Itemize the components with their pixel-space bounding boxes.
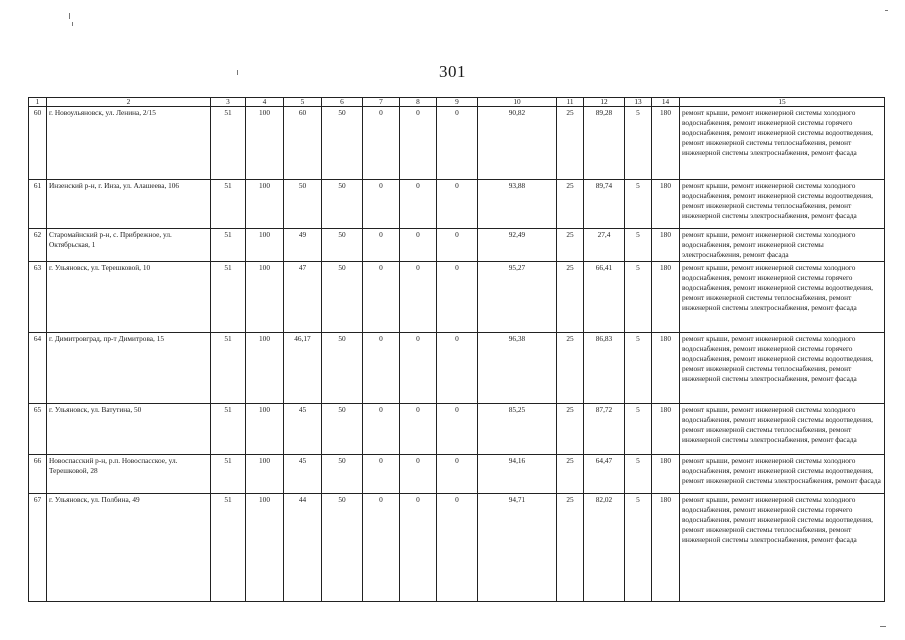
- works-cell: ремонт крыши, ремонт инженерной системы холодного водоснабжения, ремонт инженерной системы горячего водоснабжения, ремонт инженерной системы водоотведения, ремонт инженерной системы теплоснабжения, ремонт инженерной системы электроснабжения, ремонт фасада: [680, 333, 885, 404]
- page-number: 301: [439, 62, 466, 81]
- works-cell: ремонт крыши, ремонт инженерной системы холодного водоснабжения, ремонт инженерной системы горячего водоснабжения, ремонт инженерной системы водоотведения, ремонт инженерной системы теплоснабжения, ремонт инженерной системы электроснабжения, ремонт фасада: [680, 494, 885, 602]
- value-cell: 50: [322, 262, 363, 333]
- value-cell: 0: [400, 455, 437, 494]
- value-cell: 0: [437, 107, 478, 180]
- value-cell: 180: [652, 494, 680, 602]
- works-cell: ремонт крыши, ремонт инженерной системы холодного водоснабжения, ремонт инженерной системы горячего водоснабжения, ремонт инженерной системы водоотведения, ремонт инженерной системы теплоснабжения, ремонт инженерной системы электроснабжения, ремонт фасада: [680, 107, 885, 180]
- value-cell: 50: [284, 180, 322, 229]
- works-cell: ремонт крыши, ремонт инженерной системы холодного водоснабжения, ремонт инженерной системы водоотведения, ремонт инженерной системы электроснабжения, ремонт фасада: [680, 455, 885, 494]
- row-number-cell: 63: [29, 262, 47, 333]
- row-number-cell: 62: [29, 229, 47, 262]
- value-cell: 25: [557, 404, 584, 455]
- value-cell: 0: [400, 229, 437, 262]
- table-row: [29, 262, 885, 333]
- address-cell: Инзенский р-н, г. Инза, ул. Алашеева, 106: [47, 180, 211, 229]
- value-cell: 5: [625, 494, 652, 602]
- value-cell: 5: [625, 333, 652, 404]
- value-cell: 82,02: [584, 494, 625, 602]
- value-cell: 51: [211, 494, 246, 602]
- value-cell: 51: [211, 455, 246, 494]
- value-cell: 100: [246, 333, 284, 404]
- value-cell: 0: [400, 333, 437, 404]
- works-cell: ремонт крыши, ремонт инженерной системы холодного водоснабжения, ремонт инженерной системы водоотведения, ремонт инженерной системы теплоснабжения, ремонт инженерной системы электроснабжения, ремонт фасада: [680, 404, 885, 455]
- value-cell: 0: [400, 262, 437, 333]
- works-cell: ремонт крыши, ремонт инженерной системы холодного водоснабжения, ремонт инженерной системы электроснабжения, ремонт фасада: [680, 229, 885, 262]
- value-cell: 45: [284, 455, 322, 494]
- value-cell: 25: [557, 494, 584, 602]
- value-cell: 50: [322, 404, 363, 455]
- value-cell: 50: [322, 180, 363, 229]
- address-cell: Старомайнский р-н, с. Прибрежное, ул. Октябрьская, 1: [47, 229, 211, 262]
- value-cell: 89,28: [584, 107, 625, 180]
- value-cell: 0: [437, 404, 478, 455]
- value-cell: 180: [652, 180, 680, 229]
- column-number-row: [29, 98, 885, 107]
- value-cell: 85,25: [478, 404, 557, 455]
- value-cell: 0: [437, 180, 478, 229]
- address-cell: г. Ульяновск, ул. Терешковой, 10: [47, 262, 211, 333]
- column-header-7: 7: [363, 98, 400, 107]
- value-cell: 180: [652, 262, 680, 333]
- value-cell: 51: [211, 107, 246, 180]
- column-header-6: 6: [322, 98, 363, 107]
- value-cell: 0: [363, 404, 400, 455]
- row-number-cell: 60: [29, 107, 47, 180]
- value-cell: 0: [363, 455, 400, 494]
- table-row: [29, 404, 885, 455]
- value-cell: 0: [437, 262, 478, 333]
- value-cell: 93,88: [478, 180, 557, 229]
- scan-mark: [885, 10, 888, 11]
- value-cell: 5: [625, 262, 652, 333]
- value-cell: 25: [557, 333, 584, 404]
- column-header-13: 13: [625, 98, 652, 107]
- address-cell: г. Ульяновск, ул. Ватутина, 50: [47, 404, 211, 455]
- value-cell: 0: [437, 333, 478, 404]
- value-cell: 86,83: [584, 333, 625, 404]
- value-cell: 45: [284, 404, 322, 455]
- value-cell: 0: [400, 404, 437, 455]
- value-cell: 27,4: [584, 229, 625, 262]
- table-row: [29, 107, 885, 180]
- value-cell: 5: [625, 404, 652, 455]
- row-number-cell: 64: [29, 333, 47, 404]
- value-cell: 0: [437, 494, 478, 602]
- housing-repair-table: [28, 97, 885, 602]
- table-row: [29, 455, 885, 494]
- column-header-2: 2: [47, 98, 211, 107]
- address-cell: г. Новоульяновск, ул. Ленина, 2/15: [47, 107, 211, 180]
- address-cell: Новоспасский р-н, р.п. Новоспасское, ул. Терешковой, 28: [47, 455, 211, 494]
- column-header-9: 9: [437, 98, 478, 107]
- value-cell: 51: [211, 229, 246, 262]
- scan-mark: [72, 22, 73, 26]
- value-cell: 44: [284, 494, 322, 602]
- row-number-cell: 67: [29, 494, 47, 602]
- value-cell: 87,72: [584, 404, 625, 455]
- value-cell: 66,41: [584, 262, 625, 333]
- value-cell: 0: [363, 333, 400, 404]
- value-cell: 89,74: [584, 180, 625, 229]
- address-cell: г. Димитровград, пр-т Димитрова, 15: [47, 333, 211, 404]
- value-cell: 50: [322, 107, 363, 180]
- value-cell: 64,47: [584, 455, 625, 494]
- works-cell: ремонт крыши, ремонт инженерной системы холодного водоснабжения, ремонт инженерной системы водоотведения, ремонт инженерной системы теплоснабжения, ремонт инженерной системы электроснабжения, ремонт фасада: [680, 180, 885, 229]
- table-row: [29, 229, 885, 262]
- value-cell: 0: [363, 262, 400, 333]
- column-header-1: 1: [29, 98, 47, 107]
- value-cell: 0: [363, 229, 400, 262]
- value-cell: 0: [363, 107, 400, 180]
- value-cell: 94,16: [478, 455, 557, 494]
- value-cell: 0: [400, 107, 437, 180]
- value-cell: 25: [557, 107, 584, 180]
- value-cell: 100: [246, 180, 284, 229]
- column-header-3: 3: [211, 98, 246, 107]
- value-cell: 180: [652, 404, 680, 455]
- column-header-10: 10: [478, 98, 557, 107]
- value-cell: 5: [625, 455, 652, 494]
- value-cell: 0: [400, 180, 437, 229]
- value-cell: 92,49: [478, 229, 557, 262]
- value-cell: 0: [437, 229, 478, 262]
- value-cell: 94,71: [478, 494, 557, 602]
- value-cell: 95,27: [478, 262, 557, 333]
- value-cell: 51: [211, 404, 246, 455]
- value-cell: 0: [363, 180, 400, 229]
- value-cell: 0: [400, 494, 437, 602]
- column-header-8: 8: [400, 98, 437, 107]
- value-cell: 0: [437, 455, 478, 494]
- value-cell: 60: [284, 107, 322, 180]
- address-cell: г. Ульяновск, ул. Полбина, 49: [47, 494, 211, 602]
- value-cell: 50: [322, 229, 363, 262]
- value-cell: 50: [322, 333, 363, 404]
- value-cell: 25: [557, 180, 584, 229]
- value-cell: 25: [557, 229, 584, 262]
- value-cell: 49: [284, 229, 322, 262]
- scan-mark: [880, 626, 886, 627]
- column-header-11: 11: [557, 98, 584, 107]
- column-header-12: 12: [584, 98, 625, 107]
- value-cell: 25: [557, 262, 584, 333]
- works-cell: ремонт крыши, ремонт инженерной системы холодного водоснабжения, ремонт инженерной системы горячего водоснабжения, ремонт инженерной системы водоотведения, ремонт инженерной системы теплоснабжения, ремонт инженерной системы электроснабжения, ремонт фасада: [680, 262, 885, 333]
- value-cell: 46,17: [284, 333, 322, 404]
- value-cell: 5: [625, 229, 652, 262]
- column-header-4: 4: [246, 98, 284, 107]
- value-cell: 90,82: [478, 107, 557, 180]
- value-cell: 50: [322, 494, 363, 602]
- value-cell: 100: [246, 404, 284, 455]
- value-cell: 51: [211, 180, 246, 229]
- value-cell: 100: [246, 494, 284, 602]
- scan-mark: [237, 70, 238, 75]
- row-number-cell: 66: [29, 455, 47, 494]
- value-cell: 51: [211, 333, 246, 404]
- table-row: [29, 494, 885, 602]
- value-cell: 25: [557, 455, 584, 494]
- column-header-5: 5: [284, 98, 322, 107]
- value-cell: 100: [246, 107, 284, 180]
- row-number-cell: 61: [29, 180, 47, 229]
- value-cell: 47: [284, 262, 322, 333]
- value-cell: 5: [625, 107, 652, 180]
- value-cell: 180: [652, 229, 680, 262]
- value-cell: 50: [322, 455, 363, 494]
- value-cell: 51: [211, 262, 246, 333]
- table-row: [29, 333, 885, 404]
- scan-mark: [69, 13, 70, 19]
- value-cell: 96,38: [478, 333, 557, 404]
- column-header-14: 14: [652, 98, 680, 107]
- value-cell: 5: [625, 180, 652, 229]
- value-cell: 180: [652, 107, 680, 180]
- table-body: [29, 107, 885, 602]
- value-cell: 180: [652, 333, 680, 404]
- value-cell: 100: [246, 455, 284, 494]
- value-cell: 0: [363, 494, 400, 602]
- row-number-cell: 65: [29, 404, 47, 455]
- value-cell: 100: [246, 229, 284, 262]
- column-header-15: 15: [680, 98, 885, 107]
- table-row: [29, 180, 885, 229]
- value-cell: 180: [652, 455, 680, 494]
- value-cell: 100: [246, 262, 284, 333]
